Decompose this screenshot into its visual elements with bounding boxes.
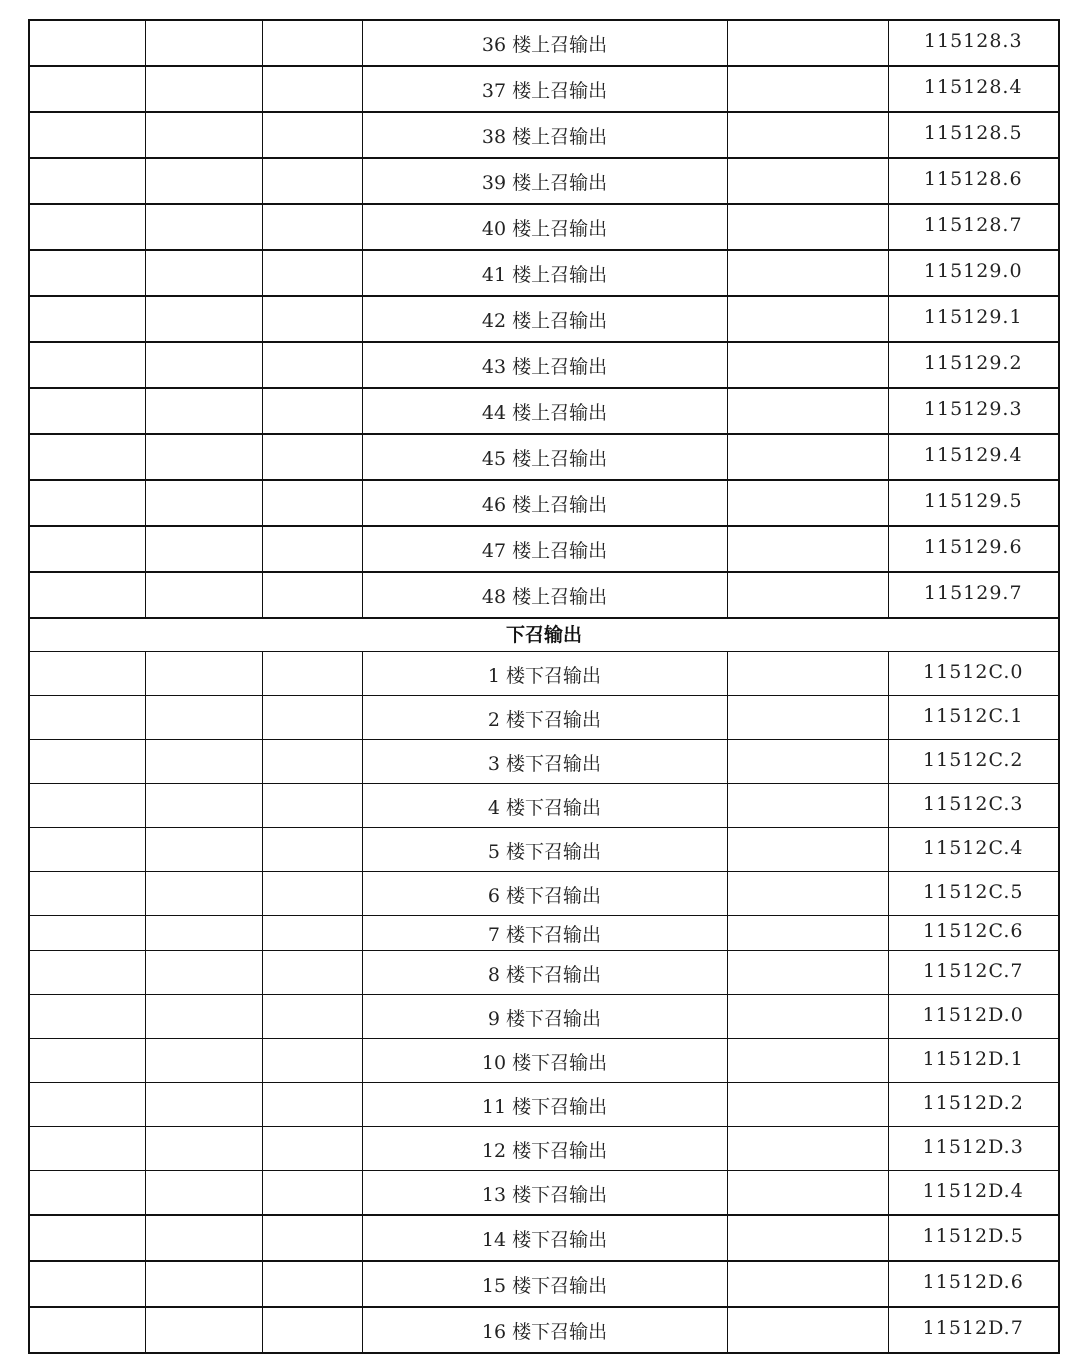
empty-cell bbox=[727, 872, 888, 916]
empty-cell bbox=[262, 995, 362, 1039]
empty-cell bbox=[29, 1215, 145, 1261]
signal-name: 16 楼下召输出 bbox=[362, 1307, 727, 1353]
signal-address: 115128.5 bbox=[888, 112, 1059, 158]
signal-address: 11512D.5 bbox=[888, 1215, 1059, 1261]
signal-address: 11512C.7 bbox=[888, 951, 1059, 995]
empty-cell bbox=[29, 696, 145, 740]
empty-cell bbox=[727, 434, 888, 480]
empty-cell bbox=[262, 740, 362, 784]
empty-cell bbox=[145, 158, 262, 204]
signal-name: 9 楼下召输出 bbox=[362, 995, 727, 1039]
table-row bbox=[29, 1307, 1059, 1353]
signal-name: 40 楼上召输出 bbox=[362, 204, 727, 250]
signal-address: 11512D.0 bbox=[888, 995, 1059, 1039]
empty-cell bbox=[262, 652, 362, 696]
signal-name: 45 楼上召输出 bbox=[362, 434, 727, 480]
empty-cell bbox=[145, 112, 262, 158]
empty-cell bbox=[727, 1261, 888, 1307]
table-row bbox=[29, 20, 1059, 66]
empty-cell bbox=[29, 1307, 145, 1353]
signal-name: 3 楼下召输出 bbox=[362, 740, 727, 784]
empty-cell bbox=[262, 296, 362, 342]
empty-cell bbox=[727, 828, 888, 872]
empty-cell bbox=[145, 872, 262, 916]
empty-cell bbox=[145, 951, 262, 995]
signal-address: 115129.7 bbox=[888, 572, 1059, 618]
signal-address: 115129.5 bbox=[888, 480, 1059, 526]
empty-cell bbox=[145, 1261, 262, 1307]
signal-address: 11512D.6 bbox=[888, 1261, 1059, 1307]
signal-address: 11512C.0 bbox=[888, 652, 1059, 696]
empty-cell bbox=[29, 480, 145, 526]
empty-cell bbox=[145, 1215, 262, 1261]
signal-name: 46 楼上召输出 bbox=[362, 480, 727, 526]
empty-cell bbox=[262, 434, 362, 480]
table-row bbox=[29, 158, 1059, 204]
empty-cell bbox=[29, 916, 145, 951]
empty-cell bbox=[145, 740, 262, 784]
empty-cell bbox=[262, 20, 362, 66]
empty-cell bbox=[262, 951, 362, 995]
empty-cell bbox=[727, 1039, 888, 1083]
signal-address: 11512C.1 bbox=[888, 696, 1059, 740]
table-row bbox=[29, 1039, 1059, 1083]
signal-name: 37 楼上召输出 bbox=[362, 66, 727, 112]
empty-cell bbox=[262, 388, 362, 434]
empty-cell bbox=[145, 204, 262, 250]
empty-cell bbox=[262, 784, 362, 828]
empty-cell bbox=[145, 434, 262, 480]
empty-cell bbox=[29, 1083, 145, 1127]
table-row bbox=[29, 1215, 1059, 1261]
empty-cell bbox=[262, 480, 362, 526]
empty-cell bbox=[145, 1039, 262, 1083]
table-row bbox=[29, 526, 1059, 572]
empty-cell bbox=[145, 1127, 262, 1171]
empty-cell bbox=[29, 250, 145, 296]
empty-cell bbox=[727, 1171, 888, 1216]
empty-cell bbox=[262, 1127, 362, 1171]
empty-cell bbox=[29, 652, 145, 696]
table-row bbox=[29, 696, 1059, 740]
signal-name: 4 楼下召输出 bbox=[362, 784, 727, 828]
table-row bbox=[29, 250, 1059, 296]
empty-cell bbox=[145, 1171, 262, 1216]
empty-cell bbox=[145, 1307, 262, 1353]
empty-cell bbox=[727, 696, 888, 740]
empty-cell bbox=[29, 740, 145, 784]
signal-address: 11512C.3 bbox=[888, 784, 1059, 828]
empty-cell bbox=[29, 434, 145, 480]
empty-cell bbox=[29, 342, 145, 388]
table-row bbox=[29, 1261, 1059, 1307]
empty-cell bbox=[727, 204, 888, 250]
empty-cell bbox=[727, 526, 888, 572]
table-row bbox=[29, 872, 1059, 916]
signal-name: 12 楼下召输出 bbox=[362, 1127, 727, 1171]
table-row bbox=[29, 434, 1059, 480]
section-title: 下召输出 bbox=[29, 618, 1059, 652]
empty-cell bbox=[262, 872, 362, 916]
empty-cell bbox=[727, 995, 888, 1039]
empty-cell bbox=[145, 652, 262, 696]
empty-cell bbox=[29, 388, 145, 434]
signal-address: 115128.6 bbox=[888, 158, 1059, 204]
signal-name: 11 楼下召输出 bbox=[362, 1083, 727, 1127]
signal-address: 11512C.4 bbox=[888, 828, 1059, 872]
empty-cell bbox=[727, 112, 888, 158]
table-row bbox=[29, 296, 1059, 342]
empty-cell bbox=[727, 480, 888, 526]
signal-address: 11512D.1 bbox=[888, 1039, 1059, 1083]
signal-address: 11512D.4 bbox=[888, 1171, 1059, 1216]
empty-cell bbox=[29, 1261, 145, 1307]
signal-name: 42 楼上召输出 bbox=[362, 296, 727, 342]
table-row bbox=[29, 66, 1059, 112]
table-row bbox=[29, 388, 1059, 434]
table-row bbox=[29, 480, 1059, 526]
signal-address: 115129.1 bbox=[888, 296, 1059, 342]
empty-cell bbox=[29, 204, 145, 250]
empty-cell bbox=[727, 572, 888, 618]
empty-cell bbox=[145, 342, 262, 388]
empty-cell bbox=[262, 572, 362, 618]
signal-name: 44 楼上召输出 bbox=[362, 388, 727, 434]
empty-cell bbox=[145, 388, 262, 434]
empty-cell bbox=[727, 250, 888, 296]
table-row bbox=[29, 342, 1059, 388]
signal-name: 1 楼下召输出 bbox=[362, 652, 727, 696]
empty-cell bbox=[29, 158, 145, 204]
empty-cell bbox=[29, 951, 145, 995]
empty-cell bbox=[262, 1171, 362, 1216]
empty-cell bbox=[262, 204, 362, 250]
signal-name: 2 楼下召输出 bbox=[362, 696, 727, 740]
empty-cell bbox=[727, 784, 888, 828]
signal-address: 11512C.6 bbox=[888, 916, 1059, 951]
empty-cell bbox=[727, 66, 888, 112]
table-row bbox=[29, 828, 1059, 872]
empty-cell bbox=[727, 1127, 888, 1171]
empty-cell bbox=[727, 740, 888, 784]
empty-cell bbox=[262, 66, 362, 112]
empty-cell bbox=[29, 20, 145, 66]
table-row bbox=[29, 784, 1059, 828]
table-row bbox=[29, 652, 1059, 696]
empty-cell bbox=[727, 20, 888, 66]
signal-address: 11512D.3 bbox=[888, 1127, 1059, 1171]
empty-cell bbox=[29, 572, 145, 618]
table-row bbox=[29, 995, 1059, 1039]
signal-address: 115129.3 bbox=[888, 388, 1059, 434]
io-address-table bbox=[28, 19, 1060, 1354]
empty-cell bbox=[262, 916, 362, 951]
empty-cell bbox=[145, 916, 262, 951]
signal-name: 7 楼下召输出 bbox=[362, 916, 727, 951]
empty-cell bbox=[727, 1215, 888, 1261]
table-row bbox=[29, 572, 1059, 618]
signal-name: 47 楼上召输出 bbox=[362, 526, 727, 572]
empty-cell bbox=[29, 66, 145, 112]
table-row bbox=[29, 740, 1059, 784]
empty-cell bbox=[145, 572, 262, 618]
empty-cell bbox=[727, 1083, 888, 1127]
empty-cell bbox=[262, 1261, 362, 1307]
empty-cell bbox=[145, 526, 262, 572]
empty-cell bbox=[145, 784, 262, 828]
signal-name: 43 楼上召输出 bbox=[362, 342, 727, 388]
empty-cell bbox=[262, 1307, 362, 1353]
table-row bbox=[29, 916, 1059, 951]
signal-address: 11512C.2 bbox=[888, 740, 1059, 784]
empty-cell bbox=[262, 1215, 362, 1261]
empty-cell bbox=[262, 158, 362, 204]
empty-cell bbox=[145, 250, 262, 296]
empty-cell bbox=[29, 828, 145, 872]
signal-name: 41 楼上召输出 bbox=[362, 250, 727, 296]
signal-name: 15 楼下召输出 bbox=[362, 1261, 727, 1307]
empty-cell bbox=[145, 480, 262, 526]
empty-cell bbox=[29, 872, 145, 916]
signal-name: 48 楼上召输出 bbox=[362, 572, 727, 618]
empty-cell bbox=[727, 342, 888, 388]
empty-cell bbox=[29, 1039, 145, 1083]
empty-cell bbox=[145, 696, 262, 740]
signal-address: 11512D.2 bbox=[888, 1083, 1059, 1127]
empty-cell bbox=[145, 995, 262, 1039]
empty-cell bbox=[145, 20, 262, 66]
empty-cell bbox=[727, 652, 888, 696]
signal-address: 11512D.7 bbox=[888, 1307, 1059, 1353]
empty-cell bbox=[727, 951, 888, 995]
empty-cell bbox=[145, 296, 262, 342]
signal-address: 115129.4 bbox=[888, 434, 1059, 480]
empty-cell bbox=[29, 995, 145, 1039]
signal-address: 115128.7 bbox=[888, 204, 1059, 250]
signal-name: 5 楼下召输出 bbox=[362, 828, 727, 872]
section-header-row bbox=[29, 618, 1059, 652]
empty-cell bbox=[145, 828, 262, 872]
empty-cell bbox=[29, 784, 145, 828]
table-row bbox=[29, 204, 1059, 250]
signal-name: 6 楼下召输出 bbox=[362, 872, 727, 916]
empty-cell bbox=[727, 916, 888, 951]
signal-address: 115129.0 bbox=[888, 250, 1059, 296]
empty-cell bbox=[262, 696, 362, 740]
table-row bbox=[29, 1171, 1059, 1216]
signal-name: 38 楼上召输出 bbox=[362, 112, 727, 158]
signal-name: 10 楼下召输出 bbox=[362, 1039, 727, 1083]
signal-name: 8 楼下召输出 bbox=[362, 951, 727, 995]
table-row bbox=[29, 112, 1059, 158]
empty-cell bbox=[29, 296, 145, 342]
table-row bbox=[29, 1083, 1059, 1127]
empty-cell bbox=[262, 1039, 362, 1083]
signal-name: 39 楼上召输出 bbox=[362, 158, 727, 204]
empty-cell bbox=[262, 1083, 362, 1127]
table-row bbox=[29, 1127, 1059, 1171]
signal-name: 14 楼下召输出 bbox=[362, 1215, 727, 1261]
signal-address: 115129.2 bbox=[888, 342, 1059, 388]
signal-address: 11512C.5 bbox=[888, 872, 1059, 916]
table-row bbox=[29, 951, 1059, 995]
empty-cell bbox=[145, 1083, 262, 1127]
empty-cell bbox=[262, 250, 362, 296]
empty-cell bbox=[29, 1171, 145, 1216]
empty-cell bbox=[727, 296, 888, 342]
empty-cell bbox=[29, 526, 145, 572]
empty-cell bbox=[262, 828, 362, 872]
empty-cell bbox=[262, 112, 362, 158]
empty-cell bbox=[29, 1127, 145, 1171]
empty-cell bbox=[262, 342, 362, 388]
signal-name: 13 楼下召输出 bbox=[362, 1171, 727, 1216]
empty-cell bbox=[727, 1307, 888, 1353]
empty-cell bbox=[727, 158, 888, 204]
empty-cell bbox=[29, 112, 145, 158]
signal-address: 115128.4 bbox=[888, 66, 1059, 112]
signal-address: 115129.6 bbox=[888, 526, 1059, 572]
empty-cell bbox=[727, 388, 888, 434]
empty-cell bbox=[145, 66, 262, 112]
signal-address: 115128.3 bbox=[888, 20, 1059, 66]
empty-cell bbox=[262, 526, 362, 572]
signal-name: 36 楼上召输出 bbox=[362, 20, 727, 66]
